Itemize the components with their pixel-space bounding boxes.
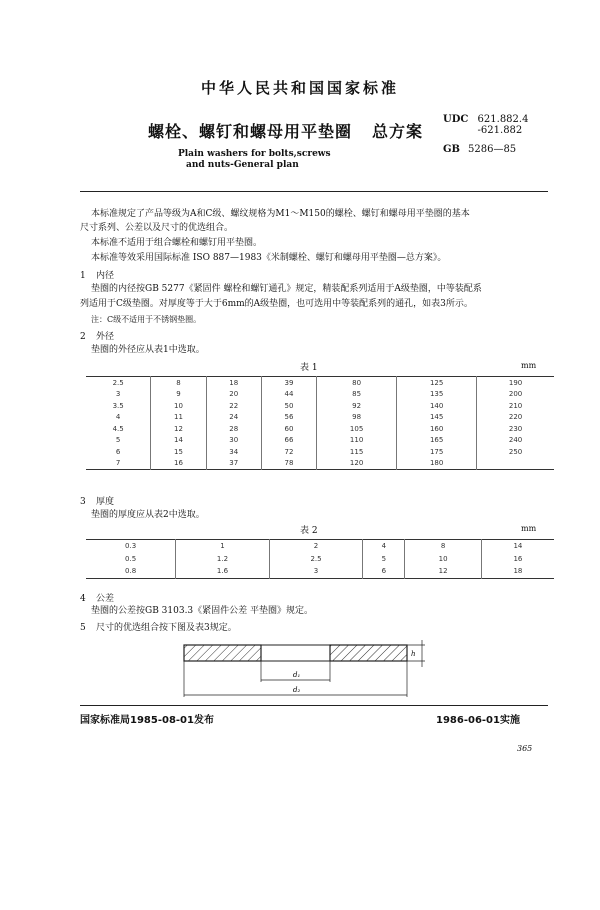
section-1-line1: 垫圈的内径按GB 5277《紧固件 螺栓和螺钉通孔》规定，精装配系列适用于A级垫圈，中等装配系 <box>91 284 482 294</box>
footer-divider <box>80 705 548 706</box>
table2-cell: 0.8 <box>125 567 137 576</box>
table1-cell: 250 <box>477 446 554 458</box>
table1-cell: 20 <box>206 389 261 401</box>
table1-cell: 16 <box>151 458 206 470</box>
table1-cell: 72 <box>261 446 316 458</box>
table1-cell: 110 <box>317 435 397 447</box>
title-sub: 总方案 <box>372 122 424 141</box>
table1-row <box>86 423 554 435</box>
table2-cell: 4 <box>363 540 405 553</box>
table2-cell: 16 <box>481 553 554 566</box>
table1-row <box>86 458 554 470</box>
table1-cell: 66 <box>261 435 316 447</box>
table1-cell: 120 <box>317 458 397 470</box>
table1-cell: 80 <box>317 377 397 389</box>
table1-cell: 39 <box>261 377 316 389</box>
washer-left-section <box>184 645 261 661</box>
table1-cell: 50 <box>261 400 316 412</box>
table1-cell: 4 <box>115 413 121 422</box>
section-2-heading: 2 外径 <box>80 332 115 342</box>
table1-cell: 7 <box>115 459 121 468</box>
table2-row <box>86 553 554 566</box>
table1-cell: 56 <box>261 412 316 424</box>
table1-row <box>86 377 554 389</box>
table1-cell: 18 <box>206 377 261 389</box>
table1-cell: 135 <box>397 389 477 401</box>
table2-cell: 6 <box>363 565 405 578</box>
table1-caption: 表 1 <box>300 363 318 373</box>
table1-cell: 3.5 <box>112 401 124 410</box>
effective-date: 1986-06-01实施 <box>436 715 520 726</box>
table1-cell: 11 <box>151 412 206 424</box>
table2-cell: 2.5 <box>269 553 363 566</box>
table1 <box>86 376 554 470</box>
table1-cell: 230 <box>477 423 554 435</box>
table1-cell: 2.5 <box>112 378 124 387</box>
intro-para2: 本标准不适用于组合螺栓和螺钉用平垫圈。 <box>91 238 263 248</box>
intro-para1-line2: 尺寸系列、公差以及尺寸的优选组合。 <box>80 223 234 233</box>
table1-cell: 145 <box>397 412 477 424</box>
table2-cell: 1.6 <box>176 565 270 578</box>
table1-cell: 37 <box>206 458 261 470</box>
table1-cell: 92 <box>317 400 397 412</box>
english-title-line2: and nuts-General plan <box>186 160 299 170</box>
washer-section-diagram <box>175 640 440 700</box>
table1-cell: 3 <box>115 390 121 399</box>
table2-cell: 0.5 <box>125 554 137 563</box>
table2-cell: 18 <box>481 565 554 578</box>
english-title <box>178 149 331 171</box>
section-1-heading: 1 内径 <box>80 271 115 281</box>
table2-cell: 1.2 <box>176 553 270 566</box>
issue-date: 国家标准局1985-08-01发布 <box>80 715 214 726</box>
table1-cell: 6 <box>115 447 121 456</box>
table1-cell: 4.5 <box>112 424 124 433</box>
table2-caption: 表 2 <box>300 526 318 536</box>
udc-line2: -621.882 <box>477 125 523 136</box>
page-number: 365 <box>517 744 533 753</box>
table1-cell: 22 <box>206 400 261 412</box>
inner-diameter-label: d₁ <box>293 671 301 679</box>
table1-cell: 10 <box>151 400 206 412</box>
table1-cell: 200 <box>477 389 554 401</box>
table1-cell: 105 <box>317 423 397 435</box>
table1-cell <box>477 458 554 470</box>
udc-line1: 621.882.4 <box>477 114 529 125</box>
table1-cell: 5 <box>115 436 121 445</box>
section-4-line1: 垫圈的公差按GB 3103.3《紧固件公差 平垫圈》规定。 <box>91 606 314 616</box>
udc-code <box>443 114 528 136</box>
table1-cell: 160 <box>397 423 477 435</box>
national-standard-header: 中华人民共和国国家标准 <box>200 79 399 97</box>
section-3-heading: 3 厚度 <box>80 497 115 507</box>
gb-code: 5286—85 <box>468 144 517 155</box>
table1-cell: 15 <box>151 446 206 458</box>
section-1-line2: 列适用于C级垫圈。对厚度等于大于6mm的A级垫圈，也可选用中等装配系列的通孔，如表3所示。 <box>80 299 473 309</box>
table1-row <box>86 435 554 447</box>
intro-para3: 本标准等效采用国际标准 ISO 887—1983《米制螺栓、螺钉和螺母用平垫圈—总方案》。 <box>91 253 447 263</box>
table1-cell: 85 <box>317 389 397 401</box>
table1-cell: 140 <box>397 400 477 412</box>
table2-row <box>86 565 554 578</box>
table2-unit: mm <box>521 524 537 533</box>
table1-unit: mm <box>521 361 537 370</box>
table1-cell: 44 <box>261 389 316 401</box>
washer-right-section <box>330 645 407 661</box>
table1-cell: 60 <box>261 423 316 435</box>
table2-cell: 14 <box>481 540 554 553</box>
table1-row <box>86 446 554 458</box>
section-2-line1: 垫圈的外径应从表1中选取。 <box>91 345 205 355</box>
intro-para1-line1: 本标准规定了产品等级为A和C级、螺纹规格为M1～M150的螺栓、螺钉和螺母用平垫圈的基本 <box>91 209 470 219</box>
section-4-heading: 4 公差 <box>80 594 115 604</box>
table2-row <box>86 540 554 553</box>
table2-cell: 8 <box>405 540 481 553</box>
table2-cell: 0.3 <box>125 542 137 551</box>
table1-cell: 34 <box>206 446 261 458</box>
table1-row <box>86 412 554 424</box>
table1-cell: 220 <box>477 412 554 424</box>
table1-cell: 190 <box>477 377 554 389</box>
table1-row <box>86 400 554 412</box>
section-3-line1: 垫圈的厚度应从表2中选取。 <box>91 510 205 520</box>
english-title-line1: Plain washers for bolts,screws <box>178 149 331 159</box>
table1-cell: 115 <box>317 446 397 458</box>
table1-row <box>86 389 554 401</box>
table1-cell: 28 <box>206 423 261 435</box>
table2-cell: 1 <box>176 540 270 553</box>
table1-cell: 98 <box>317 412 397 424</box>
section-1-note: 注：C级不适用于不锈钢垫圈。 <box>91 315 202 324</box>
table1-cell: 9 <box>151 389 206 401</box>
table2-cell: 12 <box>405 565 481 578</box>
table2 <box>86 539 554 579</box>
document-title <box>148 119 423 142</box>
table1-cell: 12 <box>151 423 206 435</box>
thickness-label: h <box>411 650 416 658</box>
header-divider <box>80 191 548 192</box>
gb-label: GB <box>443 144 460 155</box>
table2-cell: 5 <box>363 553 405 566</box>
table2-cell: 10 <box>405 553 481 566</box>
table1-cell: 14 <box>151 435 206 447</box>
table1-cell: 30 <box>206 435 261 447</box>
gb-number <box>443 144 516 155</box>
udc-label: UDC <box>443 114 469 125</box>
title-main: 螺栓、螺钉和螺母用平垫圈 <box>148 122 353 141</box>
table2-cell: 3 <box>269 565 363 578</box>
table1-cell: 24 <box>206 412 261 424</box>
table1-cell: 78 <box>261 458 316 470</box>
table2-cell: 2 <box>269 540 363 553</box>
table1-cell: 175 <box>397 446 477 458</box>
table1-cell: 125 <box>397 377 477 389</box>
outer-diameter-label: d₂ <box>293 686 301 694</box>
table1-cell: 165 <box>397 435 477 447</box>
table1-cell: 210 <box>477 400 554 412</box>
table1-cell: 240 <box>477 435 554 447</box>
table1-cell: 180 <box>397 458 477 470</box>
table1-cell: 8 <box>151 377 206 389</box>
section-5-heading: 5 尺寸的优选组合按下图及表3规定。 <box>80 623 237 633</box>
